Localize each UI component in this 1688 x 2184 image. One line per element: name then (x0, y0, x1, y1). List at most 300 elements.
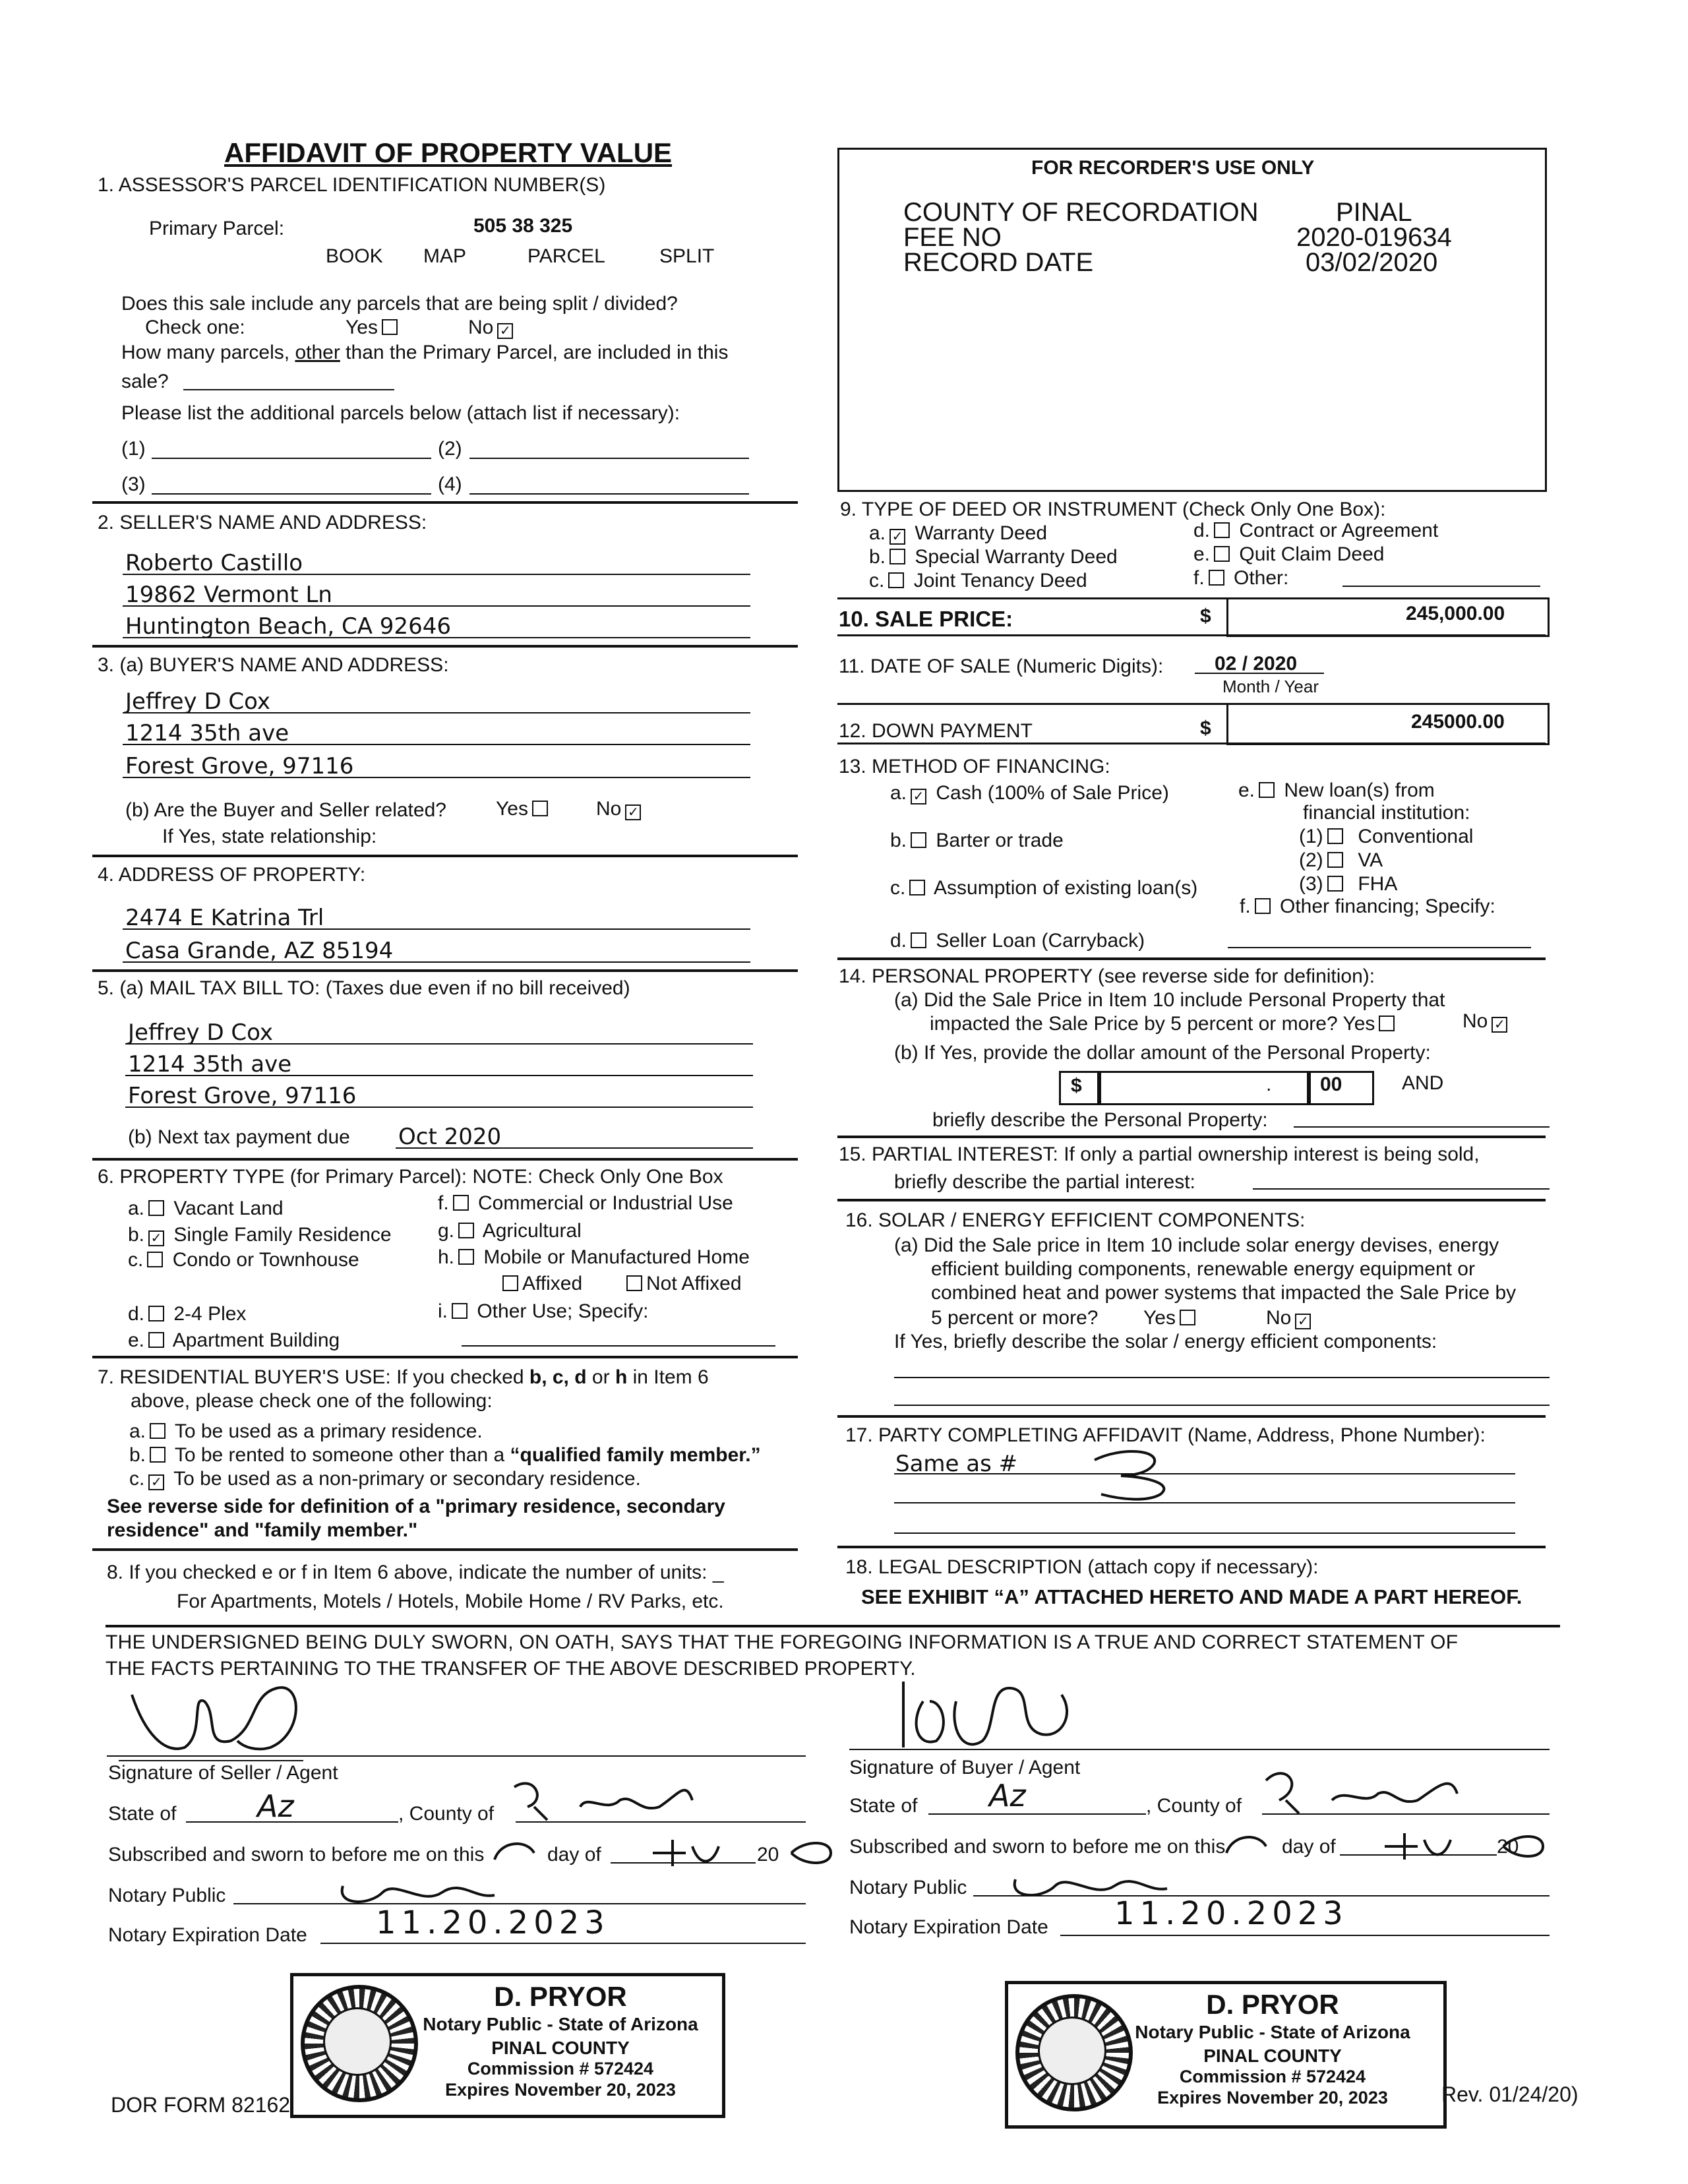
fin-f-text: Other financing; Specify: (1280, 895, 1495, 917)
fin-a[interactable] (890, 782, 1169, 804)
s18-label: 18. LEGAL DESCRIPTION (attach copy if necessary): (845, 1556, 1319, 1578)
buyer-addr1[interactable]: 1214 35th ave (125, 720, 289, 746)
ptype-i[interactable] (438, 1300, 648, 1323)
seller-exp-value[interactable]: 11.20.2023 (376, 1904, 610, 1941)
ptype-a-letter: a. (128, 1198, 145, 1219)
divider (92, 969, 798, 972)
property-addr2[interactable]: Casa Grande, AZ 85194 (125, 938, 394, 964)
s16-no-label: No (1266, 1307, 1292, 1329)
divider (837, 957, 1546, 960)
ptype-g-letter: g. (438, 1220, 455, 1242)
month-year-label: Month / Year (1222, 677, 1319, 696)
checkbox-checked[interactable]: ✓ (911, 789, 926, 804)
divider (92, 501, 798, 504)
col-book: BOOK (326, 245, 383, 267)
s4-label: 4. ADDRESS OF PROPERTY: (98, 864, 366, 886)
related-no-label: No (596, 798, 622, 820)
s15-label-2: briefly describe the partial interest: (894, 1171, 1195, 1193)
deed-a[interactable] (869, 522, 1047, 545)
s16-label: 16. SOLAR / ENERGY EFFICIENT COMPONENTS: (845, 1209, 1306, 1231)
ptype-e[interactable] (128, 1329, 340, 1352)
split-no-label: No (468, 317, 494, 338)
solar-describe-field-2[interactable] (894, 1405, 1550, 1406)
ptype-a[interactable] (128, 1198, 284, 1220)
seller-name[interactable]: Roberto Castillo (125, 550, 303, 576)
field-line (125, 1107, 753, 1108)
checkbox-checked[interactable]: ✓ (1295, 1314, 1311, 1329)
fin-e-text-2: financial institution: (1303, 802, 1470, 824)
s7-label (98, 1366, 709, 1389)
s8-label-2: For Apartments, Motels / Hotels, Mobile Home / RV Parks, etc. (177, 1591, 724, 1612)
checkbox[interactable] (909, 880, 925, 895)
recorder-title: FOR RECORDER'S USE ONLY (1031, 157, 1315, 179)
divider (92, 1548, 798, 1551)
checkbox-checked[interactable]: ✓ (148, 1230, 164, 1246)
seller-date-handwriting (475, 1827, 844, 1873)
s16-yes[interactable] (1143, 1307, 1199, 1329)
how-many-text-2: than the Primary Parcel, are included in this (346, 342, 729, 363)
checkbox[interactable] (148, 1332, 164, 1348)
checkbox[interactable] (911, 932, 926, 948)
col-map: MAP (423, 245, 467, 267)
record-date-value: 03/02/2020 (1306, 248, 1438, 277)
property-addr1[interactable]: 2474 E Katrina Trl (125, 905, 324, 931)
deed-e[interactable] (1193, 543, 1384, 566)
stamp-name: D. PRYOR (494, 1981, 627, 2012)
checkbox[interactable] (1255, 898, 1271, 914)
seller-exp-field[interactable] (320, 1943, 806, 1944)
checkbox-checked[interactable]: ✓ (889, 529, 905, 545)
field-line (396, 1147, 753, 1149)
next-tax-label: (b) Next tax payment due (128, 1126, 350, 1148)
checkbox[interactable] (1327, 852, 1343, 868)
split-yes[interactable] (346, 317, 402, 339)
s7-label-bold-b: b, c, d (529, 1366, 587, 1388)
seal-center-icon (1038, 2017, 1106, 2085)
fin-e-text: New loan(s) from (1284, 779, 1435, 801)
checkbox[interactable] (1180, 1310, 1195, 1325)
seller-subscribed-label: Subscribed and sworn to before me on this (108, 1844, 485, 1866)
s8-label: 8. If you checked e or f in Item 6 above, indicate the number of units: _ (107, 1562, 724, 1583)
next-tax-value[interactable]: Oct 2020 (398, 1124, 502, 1150)
parcel-2-field[interactable] (469, 458, 749, 459)
stamp-line-1: Notary Public - State of Arizona (423, 2014, 698, 2034)
ptype-affixed[interactable] (498, 1273, 582, 1295)
fin-d[interactable] (890, 930, 1145, 952)
ptype-i-text: Other Use; Specify: (477, 1300, 649, 1322)
stamp-line-4: Expires November 20, 2023 (445, 2080, 676, 2100)
checkbox[interactable] (452, 1303, 467, 1319)
checkbox[interactable] (911, 832, 926, 848)
fin-e1[interactable] (1299, 826, 1473, 848)
stamp-line-3: Commission # 572424 (1179, 2067, 1366, 2086)
county-value: PINAL (1336, 198, 1412, 227)
checkbox[interactable] (1327, 828, 1343, 844)
field-line (894, 1473, 1515, 1474)
checkbox[interactable] (458, 1223, 474, 1238)
down-payment-dollar: $ (1200, 717, 1211, 739)
other-use-field[interactable] (462, 1345, 775, 1347)
handwritten-3 (1081, 1443, 1193, 1502)
form-title: AFFIDAVIT OF PROPERTY VALUE (224, 137, 673, 168)
fin-f-letter: f. (1240, 895, 1251, 917)
field-line (123, 574, 750, 575)
buyer-subscribed-label: Subscribed and sworn to before me on this (849, 1836, 1226, 1858)
seller-addr1[interactable]: 19862 Vermont Ln (125, 582, 332, 608)
checkbox[interactable] (889, 549, 905, 564)
s14-a1: (a) Did the Sale Price in Item 10 include Personal Property that (894, 989, 1445, 1011)
sale-price-value[interactable]: 245,000.00 (1406, 603, 1505, 624)
buyer-addr2[interactable]: Forest Grove, 97116 (125, 753, 354, 779)
seller-state-label: State of (108, 1803, 177, 1825)
pp-dollar: $ (1071, 1075, 1082, 1097)
divider (837, 1415, 1546, 1418)
s7-label-text: 7. RESIDENTIAL BUYER'S USE: If you checked (98, 1366, 524, 1388)
fin-a-letter: a. (890, 782, 907, 804)
buyer-signature-line (849, 1749, 1550, 1750)
divider (106, 1625, 1560, 1627)
field-line (125, 1043, 753, 1045)
oath-line-2: THE FACTS PERTAINING TO THE TRANSFER OF THE ABOVE DESCRIBED PROPERTY. (106, 1658, 916, 1680)
buyer-signature[interactable] (864, 1662, 1088, 1761)
s16-a1: (a) Did the Sale price in Item 10 include solar energy devises, energy (894, 1234, 1499, 1256)
ptype-f[interactable] (438, 1192, 733, 1215)
s14-a2-text: impacted the Sale Price by 5 percent or more? Yes (930, 1013, 1375, 1035)
ptype-h[interactable] (438, 1246, 750, 1269)
checkbox[interactable] (148, 1200, 164, 1216)
deed-b[interactable] (869, 546, 1118, 568)
fin-a-text: Cash (100% of Sale Price) (936, 782, 1169, 804)
ptype-f-letter: f. (438, 1192, 449, 1214)
deed-d-text: Contract or Agreement (1239, 520, 1439, 541)
s5-label: 5. (a) MAIL TAX BILL TO: (Taxes due even if no bill received) (98, 977, 630, 999)
mail-name[interactable]: Jeffrey D Cox (128, 1019, 274, 1046)
not-affixed-text: Not Affixed (646, 1273, 742, 1294)
seller-exp-label: Notary Expiration Date (108, 1924, 307, 1946)
checkbox[interactable] (1379, 1016, 1395, 1031)
fin-e3[interactable] (1299, 873, 1397, 895)
checkbox[interactable] (888, 572, 904, 588)
stamp-line-4: Expires November 20, 2023 (1157, 2088, 1388, 2108)
checkbox[interactable] (1327, 876, 1343, 892)
fin-f[interactable] (1240, 895, 1495, 918)
mail-addr2[interactable]: Forest Grove, 97116 (128, 1083, 357, 1109)
checkbox[interactable] (453, 1195, 469, 1211)
buyer-county-label: , County of (1146, 1795, 1242, 1817)
related-yes[interactable] (496, 798, 552, 820)
s14-a2[interactable] (930, 1013, 1399, 1035)
field-line (894, 1532, 1515, 1534)
fin-e2[interactable] (1299, 849, 1383, 872)
buyer-name[interactable]: Jeffrey D Cox (125, 688, 271, 715)
down-payment-value[interactable]: 245000.00 (1411, 711, 1505, 733)
s1-label: 1. ASSESSOR'S PARCEL IDENTIFICATION NUMBER(S) (98, 174, 606, 196)
fin-e-letter: e. (1238, 779, 1255, 801)
s17-label: 17. PARTY COMPLETING AFFIDAVIT (Name, Address, Phone Number): (845, 1424, 1486, 1446)
s9-label: 9. TYPE OF DEED OR INSTRUMENT (Check Only One Box): (840, 499, 1386, 520)
seller-year-label: 20 (757, 1844, 779, 1866)
checkbox[interactable] (150, 1447, 166, 1463)
use-c-text: To be used as a non-primary or secondary residence. (173, 1468, 641, 1490)
seller-signature-line (107, 1755, 806, 1757)
field-line (123, 605, 750, 607)
parcel-1-label: (1) (121, 438, 146, 460)
divider (837, 1136, 1546, 1138)
s16-no[interactable] (1266, 1307, 1315, 1329)
field-line (123, 777, 750, 778)
fin-d-text: Seller Loan (Carryback) (936, 930, 1145, 952)
record-date-label: RECORD DATE (903, 248, 1094, 277)
related-no[interactable] (596, 798, 645, 820)
seller-county-handwriting (508, 1774, 719, 1827)
pp-amount-box[interactable] (1097, 1071, 1311, 1105)
primary-parcel-label: Primary Parcel: (149, 218, 285, 239)
buyer-day-label: day of (1282, 1836, 1336, 1858)
deed-c-letter: c. (869, 570, 885, 592)
buyer-exp-value[interactable]: 11.20.2023 (1114, 1895, 1348, 1932)
buyer-state-value[interactable]: Az (989, 1778, 1026, 1813)
ptype-a-text: Vacant Land (173, 1198, 284, 1219)
field-line (123, 744, 750, 745)
partial-interest-field[interactable] (1253, 1188, 1550, 1190)
s3-label: 3. (a) BUYER'S NAME AND ADDRESS: (98, 654, 449, 676)
fin-c[interactable] (890, 877, 1197, 899)
parcel-3-label: (3) (121, 473, 146, 495)
ptype-h-text: Mobile or Manufactured Home (483, 1246, 750, 1268)
col-parcel: PARCEL (528, 245, 605, 267)
fin-c-text: Assumption of existing loan(s) (934, 877, 1198, 899)
primary-parcel-value[interactable]: 505 38 325 (473, 215, 573, 237)
buyer-exp-label: Notary Expiration Date (849, 1916, 1048, 1938)
seal-center-icon (323, 2007, 392, 2076)
sale-price-dollar: $ (1200, 605, 1211, 627)
s2-label: 2. SELLER'S NAME AND ADDRESS: (98, 512, 427, 533)
fin-d-letter: d. (890, 930, 907, 952)
parcel-4-field[interactable] (469, 493, 749, 495)
s10-label: 10. SALE PRICE: (839, 607, 1013, 631)
s14-no[interactable] (1462, 1010, 1511, 1033)
s16-yes-label: Yes (1143, 1307, 1176, 1329)
party-value[interactable]: Same as # (895, 1451, 1018, 1477)
split-yes-label: Yes (346, 317, 378, 338)
s18-value: SEE EXHIBIT “A” ATTACHED HERETO AND MADE A PART HEREOF. (861, 1585, 1522, 1608)
s12-label: 12. DOWN PAYMENT (839, 720, 1033, 742)
list-question: Please list the additional parcels below (attach list if necessary): (121, 402, 680, 424)
deed-b-letter: b. (869, 546, 886, 568)
divider (837, 634, 1546, 636)
use-c-letter: c. (129, 1468, 145, 1490)
form-number: DOR FORM 82162 (111, 2093, 291, 2117)
pp-and: AND (1402, 1072, 1444, 1094)
checkbox[interactable] (147, 1252, 163, 1267)
checkbox-checked[interactable]: ✓ (497, 323, 513, 339)
checkbox-checked[interactable]: ✓ (148, 1474, 164, 1490)
s16-a2: efficient building components, renewable energy equipment or (931, 1258, 1475, 1280)
checkbox[interactable] (1259, 782, 1275, 798)
related-yes-label: Yes (496, 798, 528, 820)
s14-no-label: No (1462, 1010, 1488, 1032)
checkbox[interactable] (1209, 570, 1224, 586)
s7-label-text-2: in Item 6 (632, 1366, 709, 1388)
use-a[interactable] (129, 1420, 483, 1443)
decimal-point: . (1266, 1074, 1272, 1095)
divider (92, 1158, 798, 1161)
buyer-county-handwriting (1253, 1761, 1477, 1820)
seller-county-label: , County of (398, 1803, 495, 1825)
ptype-c-text: Condo or Townhouse (172, 1249, 359, 1271)
deed-d[interactable] (1193, 520, 1438, 542)
use-a-letter: a. (129, 1420, 146, 1442)
seller-day-label: day of (547, 1844, 601, 1866)
buyer-date-handwriting (1213, 1820, 1556, 1866)
mail-addr1[interactable]: 1214 35th ave (128, 1051, 292, 1077)
stamp-line-2: PINAL COUNTY (491, 2038, 630, 2058)
deed-f[interactable] (1193, 567, 1288, 590)
ptype-g[interactable] (438, 1220, 582, 1242)
fin-e3-num: (3) (1299, 873, 1323, 895)
parcel-1-field[interactable] (152, 458, 431, 459)
ptype-d-text: 2-4 Plex (173, 1303, 247, 1325)
s16-a3: combined heat and power systems that impacted the Sale Price by (931, 1282, 1517, 1304)
seller-state-value[interactable]: Az (257, 1788, 294, 1824)
divider (837, 743, 1546, 744)
field-line (1195, 673, 1324, 674)
buyer-exp-field[interactable] (1060, 1935, 1550, 1936)
affixed-text: Affixed (522, 1273, 583, 1294)
s15-label: 15. PARTIAL INTEREST: If only a partial ownership interest is being sold, (839, 1143, 1480, 1165)
fin-b-text: Barter or trade (936, 830, 1064, 851)
ptype-c-letter: c. (128, 1249, 144, 1271)
use-c[interactable] (129, 1468, 641, 1490)
checkbox[interactable] (458, 1249, 474, 1265)
s13-label: 13. METHOD OF FINANCING: (839, 756, 1110, 777)
checkbox[interactable] (532, 801, 548, 816)
split-question: Does this sale include any parcels that are being split / divided? (121, 293, 678, 315)
fin-e3-text: FHA (1358, 873, 1398, 895)
checkbox-checked[interactable]: ✓ (625, 804, 641, 820)
ptype-b[interactable] (128, 1224, 392, 1246)
checkbox[interactable] (382, 319, 398, 335)
stamp-name: D. PRYOR (1206, 1989, 1339, 2020)
related-question: (b) Are the Buyer and Seller related? (125, 799, 446, 821)
ptype-d-letter: d. (128, 1303, 145, 1325)
s7-label-3: above, please check one of the following: (131, 1390, 493, 1412)
seller-notary-label: Notary Public (108, 1885, 226, 1906)
deed-e-letter: e. (1193, 543, 1211, 565)
use-b-text: To be rented to someone other than a (174, 1444, 505, 1466)
seller-addr2[interactable]: Huntington Beach, CA 92646 (125, 613, 451, 640)
parcel-4-label: (4) (438, 473, 462, 495)
form-revision: Rev. 01/24/20) (1441, 2082, 1579, 2106)
deed-c[interactable] (869, 570, 1087, 592)
checkbox[interactable] (502, 1275, 518, 1291)
deed-f-text: Other: (1234, 567, 1289, 589)
field-line (123, 961, 750, 963)
field-line (125, 1075, 753, 1076)
ptype-c[interactable] (128, 1249, 359, 1271)
how-many-field[interactable] (183, 389, 394, 390)
use-a-text: To be used as a primary residence. (174, 1420, 483, 1442)
ptype-h-letter: h. (438, 1246, 455, 1268)
deed-b-text: Special Warranty Deed (915, 546, 1118, 568)
fin-b-letter: b. (890, 830, 907, 851)
parcel-3-field[interactable] (152, 493, 431, 495)
checkbox[interactable] (626, 1275, 642, 1291)
buyer-state-label: State of (849, 1795, 918, 1817)
s6-label: 6. PROPERTY TYPE (for Primary Parcel): NOTE: Check Only One Box (98, 1166, 723, 1188)
deed-d-letter: d. (1193, 520, 1211, 541)
use-b-qualified: “qualified family member.” (510, 1444, 761, 1466)
buyer-state-field[interactable] (928, 1813, 1146, 1815)
field-line (123, 637, 750, 638)
date-of-sale-value[interactable]: 02 / 2020 (1215, 653, 1298, 675)
ptype-e-letter: e. (128, 1329, 145, 1351)
s16-a4: 5 percent or more? (931, 1307, 1099, 1329)
checkbox[interactable] (150, 1423, 166, 1439)
deed-other-field[interactable] (1342, 586, 1540, 587)
fin-b[interactable] (890, 830, 1064, 852)
checkbox[interactable] (1214, 522, 1230, 538)
parcel-2-label: (2) (438, 438, 462, 460)
s14-label: 14. PERSONAL PROPERTY (see reverse side for definition): (839, 965, 1375, 987)
ptype-i-letter: i. (438, 1300, 448, 1322)
seller-signature[interactable] (106, 1655, 316, 1767)
oath-line-1: THE UNDERSIGNED BEING DULY SWORN, ON OATH, SAYS THAT THE FOREGOING INFORMATION IS A TRUE AND CORRECT STATEMENT OF (106, 1631, 1459, 1653)
checkbox[interactable] (148, 1306, 164, 1321)
checkbox-checked[interactable]: ✓ (1492, 1017, 1507, 1033)
field-line (123, 712, 750, 713)
fin-e2-num: (2) (1299, 849, 1323, 871)
ptype-g-text: Agricultural (482, 1220, 582, 1242)
fin-other-field[interactable] (1228, 947, 1531, 948)
buyer-sig-label: Signature of Buyer / Agent (849, 1757, 1081, 1778)
fee-label: FEE NO (903, 223, 1002, 252)
fee-value: 2020-019634 (1296, 223, 1452, 252)
stamp-line-3: Commission # 572424 (467, 2059, 654, 2078)
fin-e[interactable] (1238, 779, 1435, 802)
col-split: SPLIT (659, 245, 715, 267)
s7-note-1: See reverse side for definition of a "primary residence, secondary (107, 1496, 725, 1517)
how-many-text: How many parcels, (121, 342, 290, 363)
deed-e-text: Quit Claim Deed (1239, 543, 1385, 565)
pp-describe-field[interactable] (1294, 1126, 1550, 1128)
how-many-other: other (295, 342, 340, 363)
relationship-label: If Yes, state relationship: (162, 826, 377, 847)
deed-a-letter: a. (869, 522, 886, 544)
split-no[interactable] (468, 317, 517, 339)
s7-label-or: or (591, 1366, 610, 1388)
use-b[interactable] (129, 1444, 761, 1467)
pp-describe: briefly describe the Personal Property: (932, 1109, 1268, 1131)
divider (92, 855, 798, 857)
seller-sig-label: Signature of Seller / Agent (108, 1762, 338, 1784)
s14-b: (b) If Yes, provide the dollar amount of the Personal Property: (894, 1042, 1431, 1064)
divider (92, 645, 798, 648)
how-many-question (121, 342, 728, 364)
ptype-not-affixed[interactable] (622, 1273, 742, 1295)
ptype-b-letter: b. (128, 1224, 145, 1246)
s16-b: If Yes, briefly describe the solar / energy efficient components: (894, 1331, 1437, 1352)
check-one: Check one: (145, 317, 245, 338)
deed-a-text: Warranty Deed (915, 522, 1047, 544)
ptype-e-text: Apartment Building (172, 1329, 340, 1351)
divider (837, 1199, 1546, 1201)
ptype-d[interactable] (128, 1303, 246, 1325)
field-line (123, 928, 750, 930)
fin-e1-num: (1) (1299, 826, 1323, 847)
checkbox[interactable] (1214, 546, 1230, 562)
solar-describe-field[interactable] (894, 1377, 1550, 1378)
